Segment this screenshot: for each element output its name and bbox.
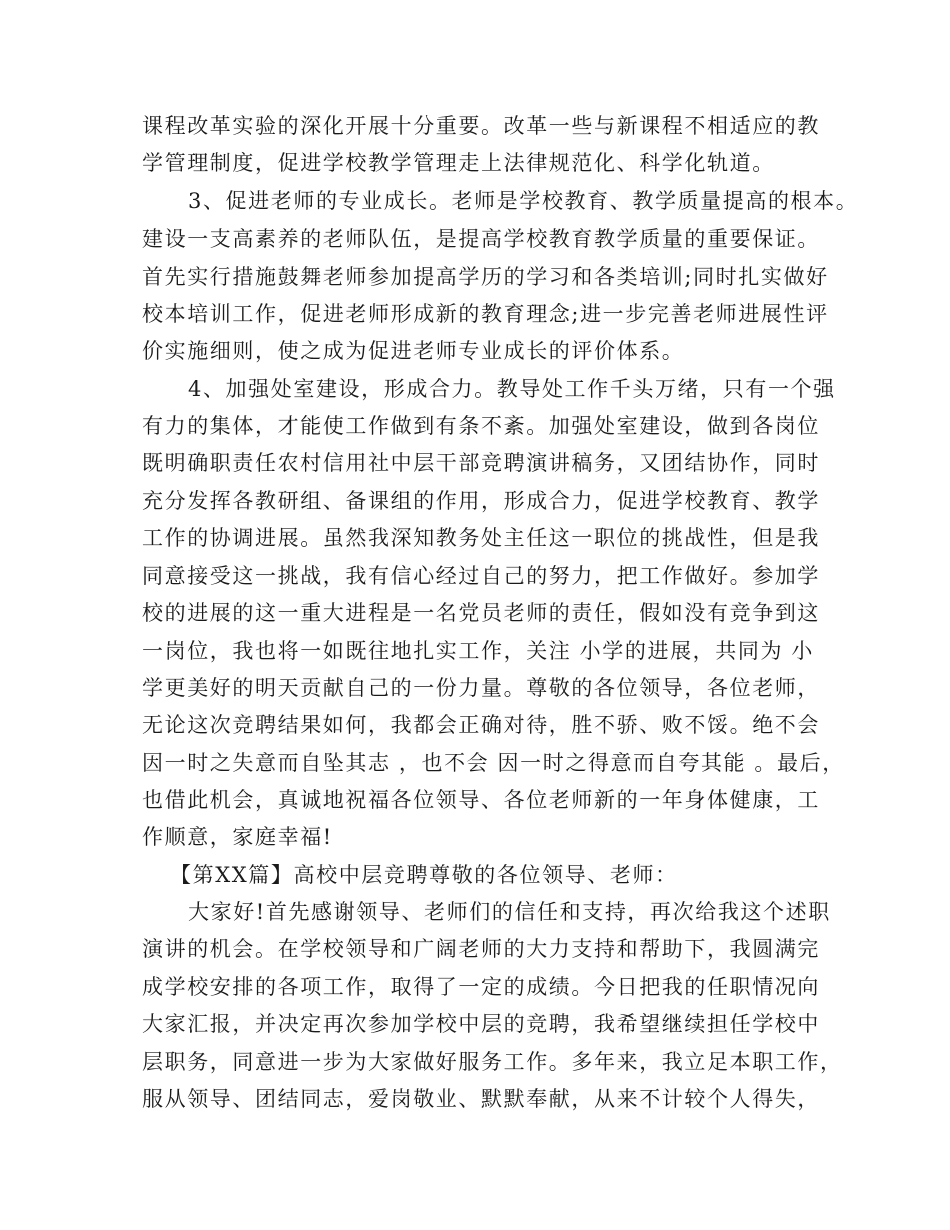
text-line: 作顺意，家庭幸福! [142, 825, 333, 849]
text-line: 演讲的机会。在学校领导和广阔老师的大力支持和帮助下，我圆满完 [142, 937, 820, 961]
text-line: 一岗位，我也将一如既往地扎实工作，关注 小学的进展，共同为 小 [142, 639, 814, 663]
text-line: 无论这次竞聘结果如何，我都会正确对待，胜不骄、败不馁。绝不会 [142, 713, 820, 737]
text-line: 大家汇报，并决定再次参加学校中层的竞聘，我希望继续担任学校中 [142, 1012, 820, 1036]
text-line: 工作的协调进展。虽然我深知教务处主任这一职位的挑战性，但是我 [142, 526, 820, 550]
text-line: 课程改革实验的深化开展十分重要。改革一些与新课程不相适应的教 [142, 114, 820, 138]
text-line: 同意接受这一挑战，我有信心经过自己的努力，把工作做好。参加学 [142, 564, 820, 588]
text-line: 充分发挥各教研组、备课组的作用，形成合力，促进学校教育、教学 [142, 489, 820, 513]
text-line: 服从领导、团结同志，爱岗敬业、默默奉献，从来不计较个人得失， [142, 1087, 820, 1111]
text-line: 校的进展的这一重大进程是一名党员老师的责任，假如没有竞争到这 [142, 601, 820, 625]
text-line: 价实施细则，使之成为促进老师专业成长的评价体系。 [142, 339, 685, 363]
text-line: 成学校安排的各项工作，取得了一定的成绩。今日把我的任职情况向 [142, 975, 820, 999]
text-line: 因一时之失意而自坠其志 ，也不会 因一时之得意而自夸其能 。最后， [142, 751, 845, 775]
text-line: 学管理制度，促进学校教学管理走上法律规范化、科学化轨道。 [142, 151, 775, 175]
paragraph-3-heading: 3、促进老师的专业成长。老师是学校教育、教学质量提高的根本。 [188, 189, 859, 213]
text-line: 建设一支高素养的老师队伍，是提高学校教育教学质量的重要保证。 [142, 227, 820, 251]
text-line: 既明确职责任农村信用社中层干部竞聘演讲稿务，又团结协作，同时 [142, 451, 820, 475]
text-line: 校本培训工作，促进老师形成新的教育理念;进一步完善老师进展性评 [142, 302, 829, 326]
text-line: 层职务，同意进一步为大家做好服务工作。多年来，我立足本职工作， [142, 1050, 843, 1074]
text-line: 学更美好的明天贡献自己的一份力量。尊敬的各位领导，各位老师， [142, 676, 820, 700]
section-heading: 【第XX篇】高校中层竞聘尊敬的各位领导、老师： [170, 863, 678, 887]
text-line: 首先实行措施鼓舞老师参加提高学历的学习和各类培训;同时扎实做好 [142, 265, 829, 289]
text-line: 有力的集体，才能使工作做到有条不紊。加强处室建设，做到各岗位 [142, 414, 820, 438]
text-line: 也借此机会，真诚地祝福各位领导、各位老师新的一年身体健康，工 [142, 788, 820, 812]
paragraph-4-heading: 4、加强处室建设，形成合力。教导处工作千头万绪，只有一个强 [188, 377, 836, 401]
text-line: 大家好!首先感谢领导、老师们的信任和支持，再次给我这个述职 [188, 900, 831, 924]
